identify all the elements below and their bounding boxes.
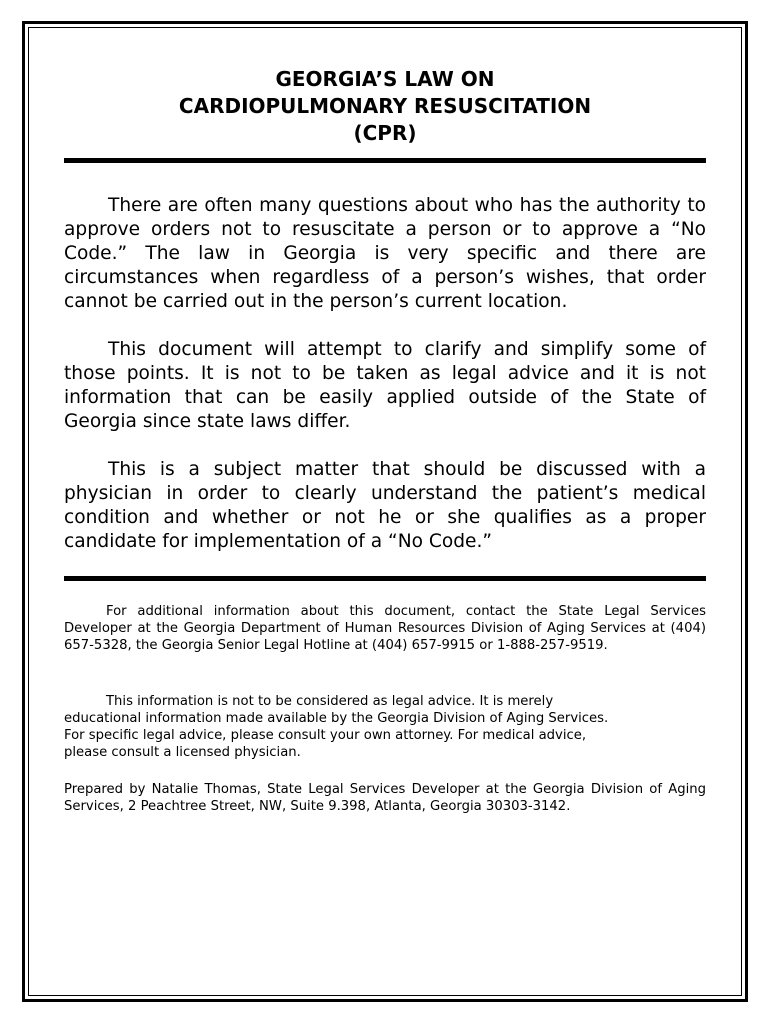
disclaimer-paragraph (64, 693, 706, 761)
body-paragraph-clarify: This document will attempt to clarify and simplify some of those points. It is not to be taken as legal advice and it is not information that can be easily applied outside of the State of Georgia since state laws differ. (64, 339, 706, 432)
body-paragraph-authority: There are often many questions about who has the authority to approve orders not to resuscitate a person or to approve a “No Code.” The law in Georgia is very specific and there are circumstances when regardless of a person’s wishes, that order cannot be carried out in the person’s current location. (64, 195, 706, 312)
document-title (64, 66, 706, 147)
body-paragraph-physician: This is a subject matter that should be discussed with a physician in order to clearly understand the patient’s medical condition and whether or not he or she qualifies as a proper candidate for implementation of a “No Code.” (64, 459, 706, 552)
disclaimer-line-3: For specific legal advice, please consult your own attorney. For medical advice, (64, 728, 587, 743)
prepared-by-paragraph: Prepared by Natalie Thomas, State Legal Services Developer at the Georgia Division of Aging Services, 2 Peachtree Street, NW, Suite 9.398, Atlanta, Georgia 30303-3142. (64, 782, 706, 814)
title-line-1: GEORGIA’S LAW ON (275, 67, 495, 91)
title-line-2: CARDIOPULMONARY RESUSCITATION (178, 94, 592, 118)
title-line-3: (CPR) (353, 121, 417, 145)
disclaimer-line-4: please consult a licensed physician. (64, 745, 301, 760)
main-body (64, 194, 706, 578)
title-divider (64, 158, 706, 163)
disclaimer-line-2: educational information made available by the Georgia Division of Aging Services. (64, 711, 609, 726)
body-divider (64, 576, 706, 581)
contact-info-paragraph: For additional information about this document, contact the State Legal Services Developer at the Georgia Department of Human Resources Division of Aging Services at (404) 657-5328, the Georgia Senior Legal Hotline at (404) 657-9915 or 1-888-257-9519. (64, 604, 706, 653)
disclaimer-line-1: This information is not to be considered as legal advice. It is merely (106, 694, 554, 709)
